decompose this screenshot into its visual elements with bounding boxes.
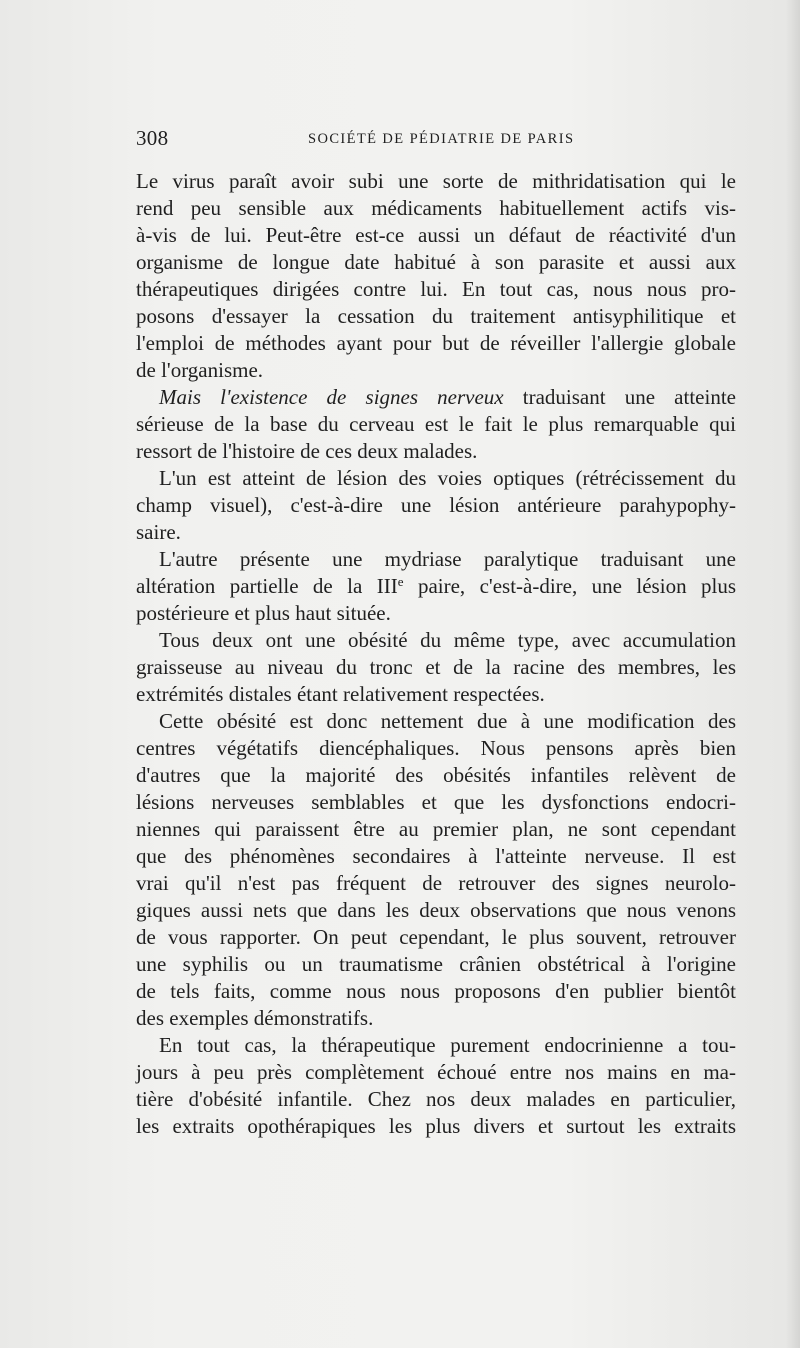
running-title: SOCIÉTÉ DE PÉDIATRIE DE PARIS	[308, 131, 575, 147]
text-fragment: traduisant une atteinte	[503, 385, 736, 409]
text-line: de l'organisme.	[136, 358, 264, 382]
text-line: posons d'essayer la cessation du traitement antisyphilitique et	[136, 304, 736, 328]
italic-phrase: Mais l'existence de signes nerveux	[159, 385, 504, 409]
text-line: extrémités distales étant relativement respectées.	[136, 682, 545, 706]
page-header	[136, 126, 736, 156]
text-line: postérieure et plus haut située.	[136, 601, 391, 625]
text-line: Le virus paraît avoir subi une sorte de mithridatisation qui le	[136, 169, 736, 193]
text-line: L'un est atteint de lésion des voies optiques (rétrécissement du	[159, 466, 736, 490]
text-line: que des phénomènes secondaires à l'atteinte nerveuse. Il est	[136, 844, 736, 868]
text-line: organisme de longue date habitué à son parasite et aussi aux	[136, 250, 736, 274]
text-line: champ visuel), c'est-à-dire une lésion antérieure parahypophy-	[136, 493, 736, 517]
text-line: jours à peu près complètement échoué entre nos mains en ma-	[136, 1060, 736, 1084]
page-edge-shadow	[786, 0, 800, 1348]
text-line: Cette obésité est donc nettement due à une modification des	[159, 709, 736, 733]
text-line: d'autres que la majorité des obésités infantiles relèvent de	[136, 763, 736, 787]
text-line: une syphilis ou un traumatisme crânien obstétrical à l'origine	[136, 952, 736, 976]
text-line: de tels faits, comme nous nous proposons d'en publier bientôt	[136, 979, 736, 1003]
text-fragment: paire, c'est-à-dire, une lésion plus	[403, 574, 736, 598]
superscript: e	[397, 574, 404, 589]
text-line: tière d'obésité infantile. Chez nos deux malades en particulier,	[136, 1087, 736, 1111]
text-line: vrai qu'il n'est pas fréquent de retrouver des signes neurolo-	[136, 871, 736, 895]
page-number: 308	[136, 126, 169, 150]
text-line	[136, 573, 736, 600]
text-line: l'emploi de méthodes ayant pour but de réveiller l'allergie globale	[136, 331, 736, 355]
text-line: de vous rapporter. On peut cependant, le plus souvent, retrouver	[136, 925, 736, 949]
text-line: niennes qui paraissent être au premier plan, ne sont cependant	[136, 817, 736, 841]
text-fragment: altération partielle de la III	[136, 574, 398, 598]
text-line: des exemples démonstratifs.	[136, 1006, 374, 1030]
text-line: lésions nerveuses semblables et que les dysfonctions endocri-	[136, 790, 736, 814]
text-line: giques aussi nets que dans les deux observations que nous venons	[136, 898, 736, 922]
text-line: à-vis de lui. Peut-être est-ce aussi un défaut de réactivité d'un	[136, 223, 736, 247]
text-line: centres végétatifs diencéphaliques. Nous pensons après bien	[136, 736, 736, 760]
text-line: les extraits opothérapiques les plus divers et surtout les extraits	[136, 1114, 736, 1138]
text-line: saire.	[136, 520, 181, 544]
text-line: graisseuse au niveau du tronc et de la racine des membres, les	[136, 655, 736, 679]
body-text	[136, 168, 736, 1168]
text-line: thérapeutiques dirigées contre lui. En tout cas, nous nous pro-	[136, 277, 736, 301]
text-line: ressort de l'histoire de ces deux malades.	[136, 439, 478, 463]
text-line: sérieuse de la base du cerveau est le fait le plus remarquable qui	[136, 412, 736, 436]
text-line: rend peu sensible aux médicaments habituellement actifs vis-	[136, 196, 736, 220]
text-line	[136, 384, 736, 411]
text-line: En tout cas, la thérapeutique purement endocrinienne a tou-	[159, 1033, 736, 1057]
text-line: Tous deux ont une obésité du même type, avec accumulation	[159, 628, 736, 652]
text-line: L'autre présente une mydriase paralytique traduisant une	[159, 547, 736, 571]
